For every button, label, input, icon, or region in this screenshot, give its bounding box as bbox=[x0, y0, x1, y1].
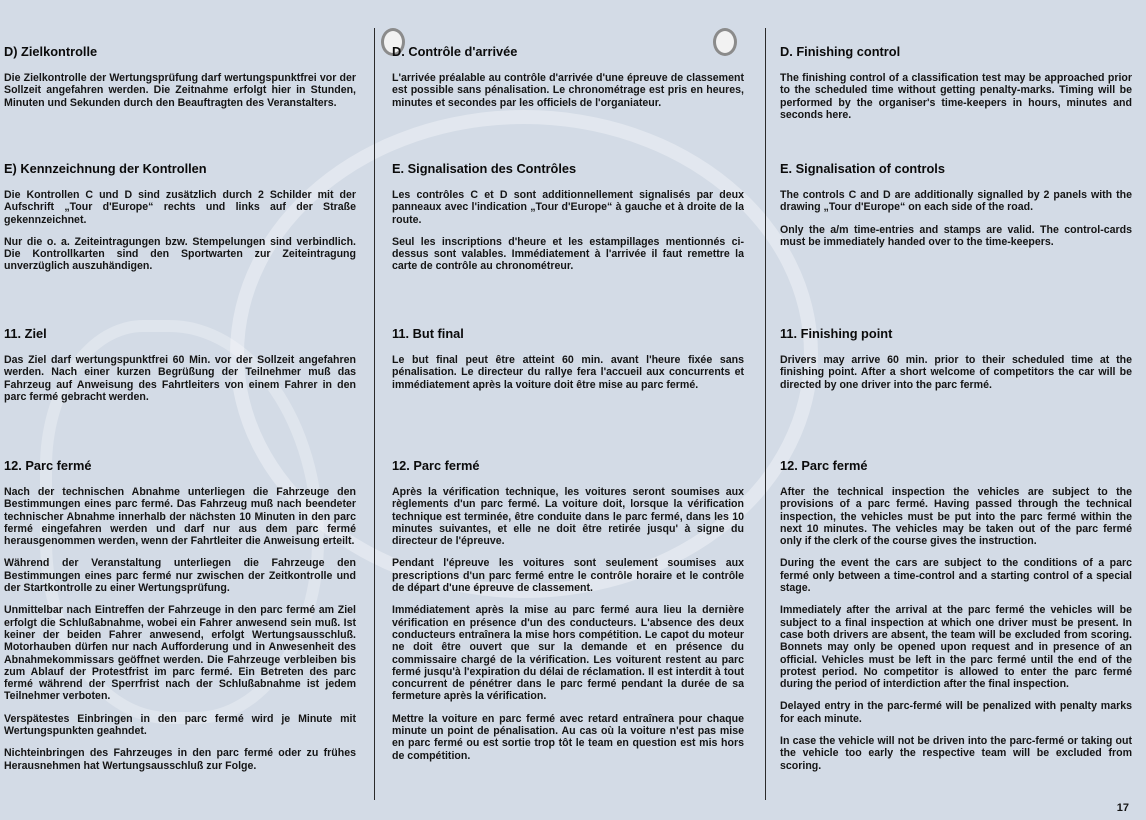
paragraph: Pendant l'épreuve les voitures sont seulement soumises aux prescriptions d'un parc fermé entre le contrôle horaire et le contrôle de départ d'une épreuve de classement. bbox=[392, 557, 744, 595]
section-heading: 12. Parc fermé bbox=[780, 458, 868, 473]
paragraph: After the technical inspection the vehicles are subject to the provisions of a parc fermé. Having passed through the technical inspection, the vehicles must be put into the parc fermé within the next 10 minutes. The vehicles may be taken out of the parc fermé only if the clerk of the course gives the instruction. bbox=[780, 486, 1132, 548]
section-heading: 11. But final bbox=[392, 326, 464, 341]
section-11-finish bbox=[4, 326, 356, 413]
section-d-finish-control bbox=[780, 44, 1132, 131]
section-heading: E) Kennzeichnung der Kontrollen bbox=[4, 161, 207, 176]
paragraph: Nichteinbringen des Fahrzeuges in den parc fermé oder zu frühes Herausnehmen hat Wertungsausschluß zur Folge. bbox=[4, 747, 356, 772]
section-e-signalisation bbox=[4, 161, 356, 283]
paragraph: Drivers may arrive 60 min. prior to their scheduled time at the finishing point. After a short welcome of competitors the car will be directed by one driver into the parc fermé. bbox=[780, 354, 1132, 391]
paragraph: Seul les inscriptions d'heure et les estampillages mentionnés ci- dessus sont valables. Immédiatement à l'arrivée il faut remettre la carte de contrôle au chronométreur. bbox=[392, 235, 744, 273]
paragraph: The controls C and D are additionally signalled by 2 panels with the drawing „Tour d'Europe“ on each side of the road. bbox=[780, 189, 1132, 214]
section-12-parc-ferme bbox=[392, 458, 744, 772]
paragraph: Les contrôles C et D sont additionnellement signalisés par deux panneaux avec l'indication „Tour d'Europe“ à gauche et à droite de la route. bbox=[392, 189, 744, 226]
section-heading: 12. Parc fermé bbox=[392, 458, 480, 473]
paragraph: Unmittelbar nach Eintreffen der Fahrzeuge in den parc fermé am Ziel erfolgt die Schlußabnahme, wobei ein Fahrer anwesend sein muß. Ist keiner der beiden Fahrer anwesend, erfolgt Wertungsausschluß. Motorhauben dürfen nur nach Aufforderung und in Anwesenheit des Abnahmekommissars geöffnet werden. Die Fahrzeuge verbleiben bis zum Ablauf der Protestfrist im parc fermé. Ein Betreten des parc fermé während der Sperrfrist nach der Schlußabnahme ist jedem Teilnehmer verboten. bbox=[4, 604, 356, 703]
paragraph: Après la vérification technique, les voitures seront soumises aux règlements d'un parc fermé. La voiture doit, lorsque la vérification technique est terminée, être conduite dans le parc fermé, dans les 10 minutes suivantes, et elle ne doit être retirée jusqu' à signe du directeur de l'épreuve. bbox=[392, 486, 744, 548]
section-heading: 11. Finishing point bbox=[780, 326, 893, 341]
paragraph: Mettre la voiture en parc fermé avec retard entraînera pour chaque minute un point de pénalisation. Au cas où la voiture n'est pas mise en parc fermé ou est sortie trop tôt le team en question est mis hors de compétition. bbox=[392, 712, 744, 762]
paragraph: Während der Veranstaltung unterliegen die Fahrzeuge den Bestimmungen eines parc fermé nur zwischen der Zeitkontrolle und der Startkontrolle zu einer Wertungsprüfung. bbox=[4, 557, 356, 595]
paragraph: Delayed entry in the parc-fermé will be penalized with penalty marks for each minute. bbox=[780, 700, 1132, 725]
paragraph: Immediately after the arrival at the parc fermé the vehicles will be subject to a final inspection at which one driver must be present. In case both drivers are absent, the team will be excluded from scoring. Bonnets may only be opened upon request and in presence of an official. Vehicles must be left in the parc fermé until the end of the protest period. No competitor is allowed to enter the parc fermé during the period of interdiction after the final inspection. bbox=[780, 604, 1132, 691]
french-column bbox=[392, 0, 744, 800]
section-heading: 11. Ziel bbox=[4, 326, 47, 341]
paragraph: Das Ziel darf wertungspunktfrei 60 Min. vor der Sollzeit angefahren werden. Nach einer kurzen Begrüßung der Teilnehmer muß das Fahrzeug auf Anweisung des Fahrtleiters von einem Fahrer in den parc fermé gebracht werden. bbox=[4, 354, 356, 403]
section-11-finish bbox=[392, 326, 744, 401]
section-d-finish-control bbox=[392, 44, 744, 119]
paragraph: In case the vehicle will not be driven into the parc-fermé or taking out the vehicle too early the respective team will be excluded from scoring. bbox=[780, 735, 1132, 772]
section-e-signalisation bbox=[392, 161, 744, 283]
paragraph: Only the a/m time-entries and stamps are valid. The control-cards must be immediately handed over to the time-keepers. bbox=[780, 223, 1132, 248]
german-column bbox=[4, 0, 356, 800]
paragraph: Immédiatement après la mise au parc fermé aura lieu la dernière vérification en présence d'un des conducteurs. L'absence des deux conducteurs entraînera la mise hors compétition. Le capot du moteur ne doit être ouvert que sur la demande et en présence du commissaire chargé de la vérification. Les voiturent restent au parc fermé jusqu'à l'expiration du délai de réclamation. Il est interdit à tout concurrent de pénétrer dans le parc fermé pendant la durée de sa fermeture après la vérification. bbox=[392, 604, 744, 703]
section-heading: E. Signalisation des Contrôles bbox=[392, 161, 577, 176]
paragraph: L'arrivée préalable au contrôle d'arrivée d'une épreuve de classement est possible sans pénalisation. Le chronométrage est pris en heures, minutes et secondes par les officiels de l'organiateur. bbox=[392, 72, 744, 109]
section-12-parc-ferme bbox=[780, 458, 1132, 782]
section-heading: D) Zielkontrolle bbox=[4, 44, 98, 59]
section-e-signalisation bbox=[780, 161, 1132, 258]
section-d-finish-control bbox=[4, 44, 356, 119]
section-heading: D. Finishing control bbox=[780, 44, 901, 59]
column-divider bbox=[374, 28, 375, 800]
section-12-parc-ferme bbox=[4, 458, 356, 782]
paragraph: The finishing control of a classification test may be approached prior to the scheduled time without getting penalty-marks. Timing will be performed by the organiser's time-keepers in hours, minutes and seconds here. bbox=[780, 72, 1132, 121]
section-heading: D. Contrôle d'arrivée bbox=[392, 44, 518, 59]
paragraph: Die Kontrollen C und D sind zusätzlich durch 2 Schilder mit der Aufschrift „Tour d'Europe“ rechts und links auf der Straße gekennzeichnet. bbox=[4, 189, 356, 226]
paragraph: Nur die o. a. Zeiteintragungen bzw. Stempelungen sind verbindlich. Die Kontrollkarten sind den Sportwarten zur Zeiteintragung unverzüglich auszuhändigen. bbox=[4, 235, 356, 273]
section-heading: 12. Parc fermé bbox=[4, 458, 92, 473]
paragraph: Nach der technischen Abnahme unterliegen die Fahrzeuge den Bestimmungen eines parc fermé. Das Fahrzeug muß nach beendeter technischer Abnahme innerhalb der nächsten 10 Minuten in den parc fermé eingefahren werden und darf nur aus dem parc fermé herausgenommen werden, wenn der Fahrtleiter die Anweisung erteilt. bbox=[4, 486, 356, 548]
section-11-finish bbox=[780, 326, 1132, 401]
paragraph: During the event the cars are subject to the conditions of a parc fermé only between a time-control and a starting control of a special stage. bbox=[780, 557, 1132, 595]
paragraph: Le but final peut être atteint 60 min. avant l'heure fixée sans pénalisation. Le directeur du rallye fera l'accueil aux concurrents et immédiatement après la voiture doit être mise au parc fermé. bbox=[392, 354, 744, 391]
paragraph: Verspätestes Einbringen in den parc fermé wird je Minute mit Wertungspunkten geahndet. bbox=[4, 712, 356, 738]
english-column bbox=[780, 0, 1132, 800]
column-divider bbox=[765, 28, 766, 800]
page-number: 17 bbox=[1116, 802, 1129, 814]
paragraph: Die Zielkontrolle der Wertungsprüfung darf wertungspunktfrei vor der Sollzeit angefahren werden. Die Zeitnahme erfolgt hier in Stunden, Minuten und Sekunden durch den Beauftragten des Veranstalters. bbox=[4, 72, 356, 109]
section-heading: E. Signalisation of controls bbox=[780, 161, 945, 176]
